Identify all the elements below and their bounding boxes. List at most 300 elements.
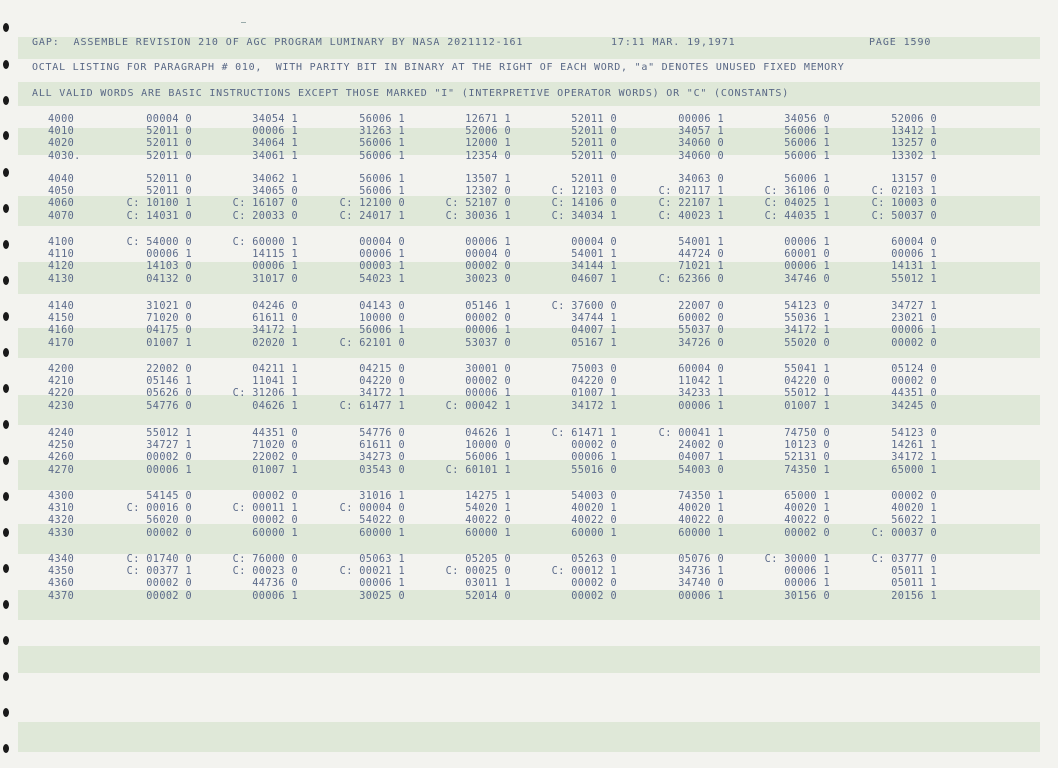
listing-address: 4340 bbox=[48, 554, 75, 565]
listing-word: 01007 1 bbox=[252, 464, 298, 476]
listing-row bbox=[0, 591, 1058, 604]
listing-word: 04007 1 bbox=[678, 452, 724, 464]
listing-address: 4360 bbox=[48, 578, 75, 590]
listing-row bbox=[0, 211, 1058, 224]
listing-word: 52011 0 bbox=[146, 138, 192, 150]
listing-word: C: 00025 0 bbox=[445, 566, 511, 578]
listing-word: 52011 0 bbox=[571, 150, 617, 162]
listing-word: 56006 1 bbox=[359, 186, 405, 198]
listing-word: C: 04025 1 bbox=[764, 198, 830, 210]
listing-word: 55037 0 bbox=[678, 325, 724, 337]
listing-word: 00006 1 bbox=[252, 126, 298, 138]
listing-word: 55012 1 bbox=[891, 273, 937, 285]
listing-address: 4270 bbox=[48, 464, 75, 476]
listing-row bbox=[0, 515, 1058, 528]
listing-word: C: 20033 0 bbox=[232, 210, 298, 222]
listing-word: 34060 0 bbox=[678, 138, 724, 150]
listing-row bbox=[0, 301, 1058, 314]
listing-word: 00002 0 bbox=[146, 578, 192, 590]
listing-word: 34065 0 bbox=[252, 186, 298, 198]
listing-address: 4150 bbox=[48, 313, 75, 325]
listing-word: C: 12100 0 bbox=[339, 198, 405, 210]
listing-word: 34736 1 bbox=[678, 566, 724, 578]
listing-word: 61611 0 bbox=[252, 313, 298, 325]
listing-word: 40020 1 bbox=[784, 503, 830, 515]
listing-word: 12000 1 bbox=[465, 138, 511, 150]
listing-word: 23021 0 bbox=[891, 313, 937, 325]
header-listing-description: OCTAL LISTING FOR PARAGRAPH # 010, WITH PARITY BIT IN BINARY AT THE RIGHT OF EACH WORD, "a" DENOTES UNUSED FIXED MEMORY bbox=[32, 62, 845, 73]
listing-word: 31021 0 bbox=[146, 301, 192, 312]
listing-word: 61611 0 bbox=[359, 440, 405, 452]
listing-word: 34233 1 bbox=[678, 388, 724, 400]
listing-word: C: 14031 0 bbox=[126, 210, 192, 222]
listing-word: 05205 0 bbox=[465, 554, 511, 565]
listing-word: 04626 1 bbox=[465, 428, 511, 439]
listing-word: 00002 0 bbox=[252, 491, 298, 502]
listing-word: 01007 1 bbox=[146, 337, 192, 349]
listing-word: 05011 1 bbox=[891, 566, 937, 578]
listing-row bbox=[0, 491, 1058, 504]
listing-word: 11042 1 bbox=[678, 376, 724, 388]
listing-row bbox=[0, 261, 1058, 274]
listing-word: 02020 1 bbox=[252, 337, 298, 349]
listing-word: 56020 0 bbox=[146, 515, 192, 527]
listing-row bbox=[0, 554, 1058, 567]
listing-word: 00006 1 bbox=[359, 578, 405, 590]
sprocket-hole bbox=[3, 636, 9, 645]
listing-word: 00006 1 bbox=[678, 590, 724, 602]
listing-word: 04175 0 bbox=[146, 325, 192, 337]
listing-word: 34172 1 bbox=[571, 400, 617, 412]
listing-word: C: 00004 0 bbox=[339, 503, 405, 515]
listing-address: 4050 bbox=[48, 186, 75, 198]
listing-word: C: 61477 1 bbox=[339, 400, 405, 412]
listing-word: 00004 0 bbox=[359, 237, 405, 248]
listing-row bbox=[0, 376, 1058, 389]
listing-word: 54776 0 bbox=[359, 428, 405, 439]
listing-word: 52011 0 bbox=[146, 186, 192, 198]
listing-word: C: 37600 0 bbox=[551, 301, 617, 312]
listing-word: 56022 1 bbox=[891, 515, 937, 527]
sprocket-hole bbox=[3, 60, 9, 69]
listing-word: 34060 0 bbox=[678, 150, 724, 162]
listing-word: C: 30000 1 bbox=[764, 554, 830, 565]
listing-address: 4200 bbox=[48, 364, 75, 375]
listing-word: 54003 0 bbox=[678, 464, 724, 476]
listing-word: 04220 0 bbox=[359, 376, 405, 388]
listing-word: 55041 1 bbox=[784, 364, 830, 375]
listing-word: 12302 0 bbox=[465, 186, 511, 198]
listing-word: 34172 1 bbox=[252, 325, 298, 337]
listing-word: 04132 0 bbox=[146, 273, 192, 285]
listing-word: 05167 1 bbox=[571, 337, 617, 349]
listing-row bbox=[0, 364, 1058, 377]
listing-word: 53037 0 bbox=[465, 337, 511, 349]
listing-word: 44351 0 bbox=[891, 388, 937, 400]
sprocket-hole bbox=[3, 96, 9, 105]
paper-stripe bbox=[18, 646, 1040, 673]
listing-word: C: 50037 0 bbox=[871, 210, 937, 222]
listing-word: C: 44035 1 bbox=[764, 210, 830, 222]
listing-word: 71021 1 bbox=[678, 261, 724, 273]
listing-word: 13412 1 bbox=[891, 126, 937, 138]
listing-address: 4310 bbox=[48, 503, 75, 515]
listing-word: 01007 1 bbox=[784, 400, 830, 412]
listing-word: 05263 0 bbox=[571, 554, 617, 565]
listing-word: 52131 0 bbox=[784, 452, 830, 464]
listing-word: 30001 0 bbox=[465, 364, 511, 375]
print-mark bbox=[241, 22, 246, 23]
listing-word: 56006 1 bbox=[784, 138, 830, 150]
listing-word: 30025 0 bbox=[359, 590, 405, 602]
listing-word: 22007 0 bbox=[678, 301, 724, 312]
listing-word: 56006 1 bbox=[359, 325, 405, 337]
listing-word: 30156 0 bbox=[784, 590, 830, 602]
listing-word: 05124 0 bbox=[891, 364, 937, 375]
listing-word: C: 31206 1 bbox=[232, 388, 298, 400]
listing-word: 74750 0 bbox=[784, 428, 830, 439]
listing-word: 65000 1 bbox=[891, 464, 937, 476]
listing-word: 54023 1 bbox=[359, 273, 405, 285]
listing-word: 52011 0 bbox=[571, 114, 617, 125]
listing-word: 14103 0 bbox=[146, 261, 192, 273]
listing-word: 00002 0 bbox=[571, 440, 617, 452]
header-page-number: PAGE 1590 bbox=[869, 37, 932, 48]
listing-word: 34740 0 bbox=[678, 578, 724, 590]
listing-word: 24002 0 bbox=[678, 440, 724, 452]
listing-word: C: 60101 1 bbox=[445, 464, 511, 476]
listing-word: 54020 1 bbox=[465, 503, 511, 515]
listing-word: C: 34034 1 bbox=[551, 210, 617, 222]
listing-row bbox=[0, 528, 1058, 541]
listing-word: 40022 0 bbox=[678, 515, 724, 527]
listing-word: C: 14106 0 bbox=[551, 198, 617, 210]
listing-word: 31017 0 bbox=[252, 273, 298, 285]
listing-address: 4230 bbox=[48, 400, 75, 412]
listing-word: 60004 0 bbox=[891, 237, 937, 248]
listing-address: 4040 bbox=[48, 174, 75, 185]
listing-word: 31263 1 bbox=[359, 126, 405, 138]
listing-word: C: 10003 0 bbox=[871, 198, 937, 210]
listing-word: 00002 0 bbox=[571, 590, 617, 602]
listing-word: C: 22107 1 bbox=[658, 198, 724, 210]
listing-word: 60000 1 bbox=[678, 527, 724, 539]
listing-word: 00002 0 bbox=[891, 376, 937, 388]
listing-word: 60000 1 bbox=[465, 527, 511, 539]
listing-word: 05076 0 bbox=[678, 554, 724, 565]
listing-word: 75003 0 bbox=[571, 364, 617, 375]
listing-word: 54123 0 bbox=[891, 428, 937, 439]
listing-word: 00002 0 bbox=[891, 337, 937, 349]
listing-word: 14131 1 bbox=[891, 261, 937, 273]
listing-word: 00006 1 bbox=[146, 464, 192, 476]
listing-word: 34726 0 bbox=[678, 337, 724, 349]
listing-word: 10123 0 bbox=[784, 440, 830, 452]
listing-word: 52006 0 bbox=[465, 126, 511, 138]
listing-word: 10000 0 bbox=[359, 313, 405, 325]
listing-word: 60004 0 bbox=[678, 364, 724, 375]
listing-word: 04607 1 bbox=[571, 273, 617, 285]
listing-word: 54022 0 bbox=[359, 515, 405, 527]
listing-word: 14115 1 bbox=[252, 249, 298, 261]
listing-word: C: 60000 1 bbox=[232, 237, 298, 248]
listing-address: 4030. bbox=[48, 150, 81, 162]
listing-word: 34172 1 bbox=[359, 388, 405, 400]
listing-row bbox=[0, 249, 1058, 262]
listing-word: 55012 1 bbox=[146, 428, 192, 439]
listing-word: 55020 0 bbox=[784, 337, 830, 349]
listing-word: 10000 0 bbox=[465, 440, 511, 452]
listing-word: 00002 0 bbox=[146, 590, 192, 602]
listing-row bbox=[0, 503, 1058, 516]
listing-word: 04626 1 bbox=[252, 400, 298, 412]
listing-word: C: 00016 0 bbox=[126, 503, 192, 515]
listing-word: 54776 0 bbox=[146, 400, 192, 412]
listing-word: 22002 0 bbox=[146, 364, 192, 375]
listing-word: C: 16107 0 bbox=[232, 198, 298, 210]
listing-word: 74350 1 bbox=[784, 464, 830, 476]
listing-word: 04211 1 bbox=[252, 364, 298, 375]
listing-word: 52011 0 bbox=[571, 138, 617, 150]
listing-word: 56006 1 bbox=[359, 114, 405, 125]
listing-word: 00002 0 bbox=[465, 313, 511, 325]
listing-word: 34746 0 bbox=[784, 273, 830, 285]
listing-word: 60002 0 bbox=[678, 313, 724, 325]
listing-row bbox=[0, 440, 1058, 453]
listing-word: 44736 0 bbox=[252, 578, 298, 590]
listing-word: C: 30036 1 bbox=[445, 210, 511, 222]
listing-word: 52006 0 bbox=[891, 114, 937, 125]
listing-word: 34273 0 bbox=[359, 452, 405, 464]
listing-word: 00002 0 bbox=[146, 527, 192, 539]
listing-row bbox=[0, 566, 1058, 579]
listing-word: 00006 1 bbox=[465, 388, 511, 400]
listing-word: 03011 1 bbox=[465, 578, 511, 590]
listing-word: 00006 1 bbox=[891, 325, 937, 337]
listing-address: 4130 bbox=[48, 273, 75, 285]
listing-word: 40020 1 bbox=[891, 503, 937, 515]
listing-word: 00006 1 bbox=[678, 114, 724, 125]
listing-address: 4210 bbox=[48, 376, 75, 388]
listing-word: 05146 1 bbox=[465, 301, 511, 312]
listing-address: 4140 bbox=[48, 301, 75, 312]
listing-word: 04007 1 bbox=[571, 325, 617, 337]
header-title-line: GAP: ASSEMBLE REVISION 210 OF AGC PROGRAM LUMINARY BY NASA 2021112-161 bbox=[32, 37, 524, 48]
listing-word: 00002 0 bbox=[465, 376, 511, 388]
listing-word: 11041 1 bbox=[252, 376, 298, 388]
listing-word: 55016 0 bbox=[571, 464, 617, 476]
listing-word: 60000 1 bbox=[252, 527, 298, 539]
listing-word: 00006 1 bbox=[252, 261, 298, 273]
listing-word: C: 61471 1 bbox=[551, 428, 617, 439]
listing-address: 4170 bbox=[48, 337, 75, 349]
listing-word: 04143 0 bbox=[359, 301, 405, 312]
listing-word: 54001 1 bbox=[571, 249, 617, 261]
listing-word: C: 00021 1 bbox=[339, 566, 405, 578]
listing-address: 4220 bbox=[48, 388, 75, 400]
sprocket-hole bbox=[3, 23, 9, 32]
listing-word: 52011 0 bbox=[146, 126, 192, 138]
listing-word: C: 01740 0 bbox=[126, 554, 192, 565]
listing-row bbox=[0, 114, 1058, 127]
listing-word: 00002 0 bbox=[784, 527, 830, 539]
listing-address: 4070 bbox=[48, 210, 75, 222]
sprocket-hole bbox=[3, 672, 9, 681]
listing-word: 14261 1 bbox=[891, 440, 937, 452]
listing-word: C: 00037 0 bbox=[871, 527, 937, 539]
listing-word: C: 00042 1 bbox=[445, 400, 511, 412]
listing-word: C: 36106 0 bbox=[764, 186, 830, 198]
listing-word: 34727 1 bbox=[891, 301, 937, 312]
listing-word: C: 62101 0 bbox=[339, 337, 405, 349]
listing-address: 4370 bbox=[48, 590, 75, 602]
listing-row bbox=[0, 428, 1058, 441]
listing-word: 12354 0 bbox=[465, 150, 511, 162]
listing-word: C: 00041 1 bbox=[658, 428, 724, 439]
listing-word: 74350 1 bbox=[678, 491, 724, 502]
listing-word: C: 00023 0 bbox=[232, 566, 298, 578]
sprocket-hole bbox=[3, 708, 9, 717]
listing-word: 34063 0 bbox=[678, 174, 724, 185]
listing-word: 40022 0 bbox=[784, 515, 830, 527]
listing-word: 00006 1 bbox=[359, 249, 405, 261]
listing-word: C: 02103 1 bbox=[871, 186, 937, 198]
listing-word: C: 12103 0 bbox=[551, 186, 617, 198]
listing-word: 00006 1 bbox=[252, 590, 298, 602]
listing-address: 4330 bbox=[48, 527, 75, 539]
listing-word: C: 03777 0 bbox=[871, 554, 937, 565]
listing-word: 34056 0 bbox=[784, 114, 830, 125]
listing-row bbox=[0, 186, 1058, 199]
listing-word: 44351 0 bbox=[252, 428, 298, 439]
listing-word: 05063 1 bbox=[359, 554, 405, 565]
listing-word: 13257 0 bbox=[891, 138, 937, 150]
listing-word: 00006 1 bbox=[784, 237, 830, 248]
listing-address: 4010 bbox=[48, 126, 75, 138]
listing-row bbox=[0, 198, 1058, 211]
listing-word: 40020 1 bbox=[678, 503, 724, 515]
listing-word: C: 02117 1 bbox=[658, 186, 724, 198]
listing-row bbox=[0, 151, 1058, 164]
listing-word: 22002 0 bbox=[252, 452, 298, 464]
listing-word: 56006 1 bbox=[359, 138, 405, 150]
listing-word: 00006 1 bbox=[571, 452, 617, 464]
listing-word: 54003 0 bbox=[571, 491, 617, 502]
listing-row bbox=[0, 274, 1058, 287]
listing-word: 00006 1 bbox=[465, 325, 511, 337]
listing-row bbox=[0, 452, 1058, 465]
listing-word: 00006 1 bbox=[784, 578, 830, 590]
listing-row bbox=[0, 338, 1058, 351]
listing-address: 4260 bbox=[48, 452, 75, 464]
listing-address: 4120 bbox=[48, 261, 75, 273]
listing-word: 71020 0 bbox=[146, 313, 192, 325]
listing-word: 20156 1 bbox=[891, 590, 937, 602]
listing-word: 30023 0 bbox=[465, 273, 511, 285]
listing-word: C: 24017 1 bbox=[339, 210, 405, 222]
listing-word: 34727 1 bbox=[146, 440, 192, 452]
listing-row bbox=[0, 465, 1058, 478]
listing-word: 56006 1 bbox=[784, 126, 830, 138]
listing-word: 03543 0 bbox=[359, 464, 405, 476]
listing-word: 40022 0 bbox=[465, 515, 511, 527]
listing-word: 31016 1 bbox=[359, 491, 405, 502]
listing-word: 40022 0 bbox=[571, 515, 617, 527]
listing-word: 55036 1 bbox=[784, 313, 830, 325]
listing-word: 34061 1 bbox=[252, 150, 298, 162]
listing-word: 00002 0 bbox=[146, 452, 192, 464]
listing-word: C: 76000 0 bbox=[232, 554, 298, 565]
listing-row bbox=[0, 578, 1058, 591]
listing-row bbox=[0, 138, 1058, 151]
listing-word: 00006 1 bbox=[784, 261, 830, 273]
listing-row bbox=[0, 313, 1058, 326]
listing-word: 65000 1 bbox=[784, 491, 830, 502]
listing-word: 00002 0 bbox=[571, 578, 617, 590]
listing-word: 44724 0 bbox=[678, 249, 724, 261]
listing-word: 00002 0 bbox=[891, 491, 937, 502]
listing-word: 55012 1 bbox=[784, 388, 830, 400]
listing-row bbox=[0, 237, 1058, 250]
listing-word: C: 00377 1 bbox=[126, 566, 192, 578]
listing-word: 13302 1 bbox=[891, 150, 937, 162]
listing-word: 04215 0 bbox=[359, 364, 405, 375]
listing-word: 54123 0 bbox=[784, 301, 830, 312]
listing-word: 13507 1 bbox=[465, 174, 511, 185]
listing-row bbox=[0, 401, 1058, 414]
listing-word: C: 52107 0 bbox=[445, 198, 511, 210]
listing-word: 00002 0 bbox=[465, 261, 511, 273]
listing-word: 00003 1 bbox=[359, 261, 405, 273]
listing-word: 00004 0 bbox=[465, 249, 511, 261]
listing-address: 4020 bbox=[48, 138, 75, 150]
listing-word: 00006 1 bbox=[891, 249, 937, 261]
listing-word: 34245 0 bbox=[891, 400, 937, 412]
listing-word: 54001 1 bbox=[678, 237, 724, 248]
listing-address: 4000 bbox=[48, 114, 75, 125]
listing-word: 13157 0 bbox=[891, 174, 937, 185]
listing-word: 00006 1 bbox=[678, 400, 724, 412]
listing-word: C: 00012 1 bbox=[551, 566, 617, 578]
listing-word: 54145 0 bbox=[146, 491, 192, 502]
listing-row bbox=[0, 325, 1058, 338]
listing-word: C: 10100 1 bbox=[126, 198, 192, 210]
listing-word: 14275 1 bbox=[465, 491, 511, 502]
listing-word: 56006 1 bbox=[465, 452, 511, 464]
listing-row bbox=[0, 174, 1058, 187]
header-word-legend: ALL VALID WORDS ARE BASIC INSTRUCTIONS EXCEPT THOSE MARKED "I" (INTERPRETIVE OPERATOR WORDS) OR "C" (CONSTANTS) bbox=[32, 88, 790, 99]
listing-word: 34057 1 bbox=[678, 126, 724, 138]
listing-word: 60001 0 bbox=[784, 249, 830, 261]
header-timestamp: 17:11 MAR. 19,1971 bbox=[611, 37, 736, 48]
listing-word: 34744 1 bbox=[571, 313, 617, 325]
listing-word: 34054 1 bbox=[252, 114, 298, 125]
listing-address: 4160 bbox=[48, 325, 75, 337]
listing-word: 52011 0 bbox=[146, 150, 192, 162]
listing-word: 04220 0 bbox=[571, 376, 617, 388]
listing-address: 4300 bbox=[48, 491, 75, 502]
listing-row bbox=[0, 388, 1058, 401]
listing-word: 00004 0 bbox=[571, 237, 617, 248]
listing-word: 52011 0 bbox=[571, 126, 617, 138]
listing-address: 4350 bbox=[48, 566, 75, 578]
listing-word: 01007 1 bbox=[571, 388, 617, 400]
listing-word: C: 00011 1 bbox=[232, 503, 298, 515]
listing-word: 71020 0 bbox=[252, 440, 298, 452]
listing-word: 00004 0 bbox=[146, 114, 192, 125]
listing-word: 60000 1 bbox=[359, 527, 405, 539]
listing-address: 4240 bbox=[48, 428, 75, 439]
